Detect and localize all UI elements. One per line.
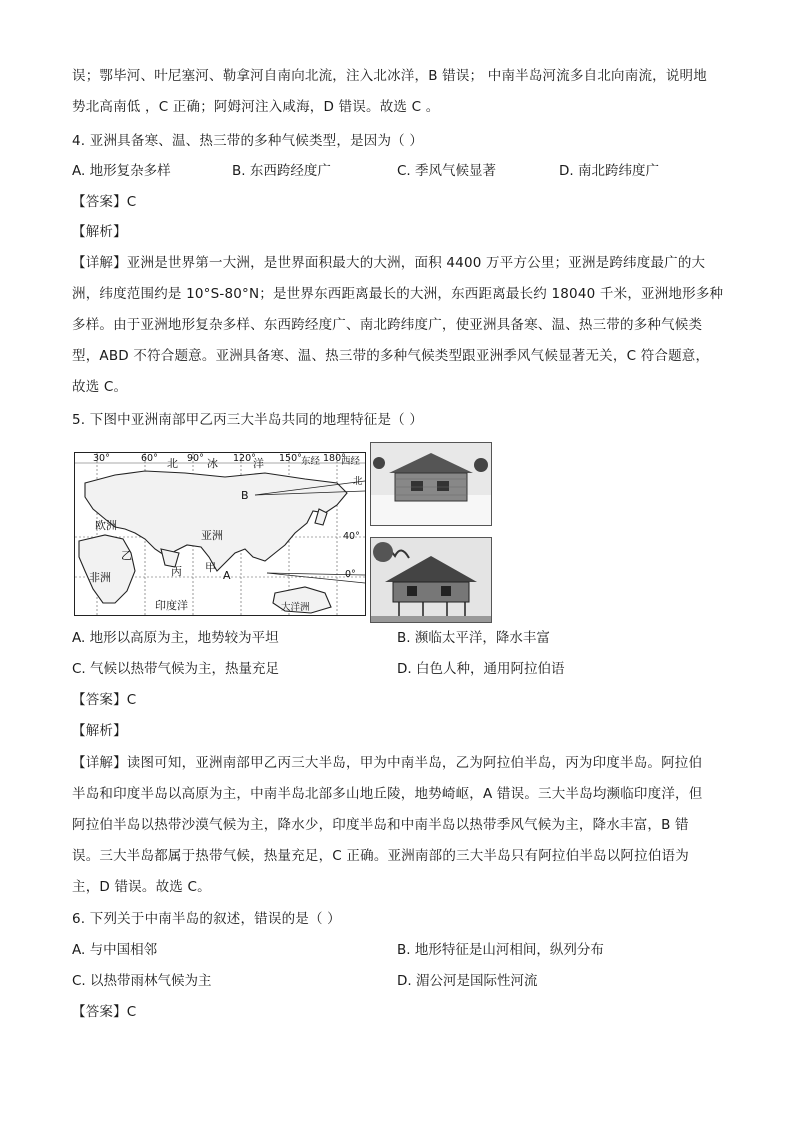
house-photo-tropical: [370, 537, 492, 623]
q4-analysis-label: 【解析】: [72, 224, 127, 240]
log-cabin-icon: [371, 443, 491, 525]
q5-option-c: C. 气候以热带气候为主，热量充足: [72, 661, 280, 677]
map-label-60: 60°: [141, 453, 158, 464]
asia-map-figure: [74, 452, 366, 616]
text-line: 势北高南低 ，C 正确；阿姆河注入咸海，D 错误。故选 C 。: [72, 99, 440, 115]
map-label-east: 东经: [301, 456, 321, 467]
question-5-stem: 5. 下图中亚洲南部甲乙丙三大半岛共同的地理特征是（ ）: [72, 412, 424, 428]
q4-detail-line: 【详解】亚洲是世界第一大洲，是世界面积最大的大洲，面积 4400 万平方公里；亚洲是跨纬度最广的大: [72, 255, 706, 271]
map-label-west: 西经: [341, 456, 361, 467]
map-label-120: 120°: [233, 453, 256, 464]
map-label-bing: 冰: [207, 457, 218, 470]
q6-answer: 【答案】C: [72, 1004, 137, 1020]
map-label-90: 90°: [187, 453, 204, 464]
q4-option-c: C. 季风气候显著: [397, 163, 497, 179]
map-label-north-side: 北: [353, 476, 363, 487]
map-label-bing-peninsula: 丙: [171, 565, 182, 578]
q4-answer: 【答案】C: [72, 194, 137, 210]
q6-option-c: C. 以热带雨林气候为主: [72, 973, 212, 989]
q5-detail-line: 【详解】读图可知，亚洲南部甲乙丙三大半岛，甲为中南半岛，乙为阿拉伯半岛，丙为印度半岛。阿拉伯: [72, 755, 703, 771]
map-label-yi: 乙: [121, 549, 132, 562]
house-photo-cold: [370, 442, 492, 526]
map-label-oceania: 大洋洲: [281, 602, 310, 613]
q5-answer: 【答案】C: [72, 692, 137, 708]
q5-detail-line: 阿拉伯半岛以热带沙漠气候为主，降水少，印度半岛和中南半岛以热带季风气候为主，降水丰富，B 错: [72, 817, 689, 833]
map-label-B: B: [241, 489, 249, 502]
q5-detail-line: 半岛和印度半岛以高原为主，中南半岛北部多山地丘陵，地势崎岖，A 错误。三大半岛均濒临印度洋，但: [72, 786, 703, 802]
question-4-stem: 4. 亚洲具备寒、温、热三带的多种气候类型，是因为（ ）: [72, 133, 424, 149]
map-label-40: 40°: [343, 531, 360, 542]
map-label-asia: 亚洲: [201, 529, 223, 542]
q4-option-a: A. 地形复杂多样: [72, 163, 171, 179]
map-label-indian: 印度洋: [155, 599, 188, 612]
q4-detail-line: 多样。由于亚洲地形复杂多样、东西跨经度广、南北跨纬度广，使亚洲具备寒、温、热三带的多种气候类: [72, 317, 703, 333]
map-label-africa: 非洲: [89, 571, 111, 584]
q4-detail-line: 型，ABD 不符合题意。亚洲具备寒、温、热三带的多种气候类型跟亚洲季风气候显著无关，C 符合题意，: [72, 348, 710, 364]
map-label-jia: 甲: [205, 561, 216, 574]
q4-detail-line: 故选 C。: [72, 379, 128, 395]
q5-detail-line: 误。三大半岛都属于热带气候，热量充足，C 正确。亚洲南部的三大半岛只有阿拉伯半岛以阿拉伯语为: [72, 848, 689, 864]
map-label-bei: 北: [167, 457, 178, 470]
map-label-yang: 洋: [253, 457, 264, 470]
q4-option-d: D. 南北跨纬度广: [559, 163, 659, 179]
map-label-30: 30°: [93, 453, 110, 464]
stilt-house-icon: [371, 538, 491, 622]
map-label-0: 0°: [345, 569, 356, 580]
q5-analysis-label: 【解析】: [72, 723, 127, 739]
q6-option-a: A. 与中国相邻: [72, 942, 158, 958]
map-label-150: 150°: [279, 453, 302, 464]
text-line: 误；鄂毕河、叶尼塞河、勒拿河自南向北流，注入北冰洋，B 错误； 中南半岛河流多自北向南流，说明地: [72, 68, 707, 84]
q6-option-b: B. 地形特征是山河相间，纵列分布: [397, 942, 604, 958]
q5-option-d: D. 白色人种，通用阿拉伯语: [397, 661, 565, 677]
q5-option-b: B. 濒临太平洋，降水丰富: [397, 630, 550, 646]
q4-option-b: B. 东西跨经度广: [232, 163, 331, 179]
map-label-180: 180°: [323, 453, 346, 464]
q6-option-d: D. 湄公河是国际性河流: [397, 973, 538, 989]
q4-detail-line: 洲，纬度范围约是 10°S-80°N；是世界东西距离最长的大洲，东西距离最长约 18040 千米，亚洲地形多种: [72, 286, 724, 302]
map-label-A: A: [223, 569, 231, 582]
question-6-stem: 6. 下列关于中南半岛的叙述，错误的是（ ）: [72, 911, 341, 927]
q5-option-a: A. 地形以高原为主，地势较为平坦: [72, 630, 279, 646]
map-label-europe: 欧洲: [95, 519, 117, 532]
q5-detail-line: 主，D 错误。故选 C。: [72, 879, 211, 895]
